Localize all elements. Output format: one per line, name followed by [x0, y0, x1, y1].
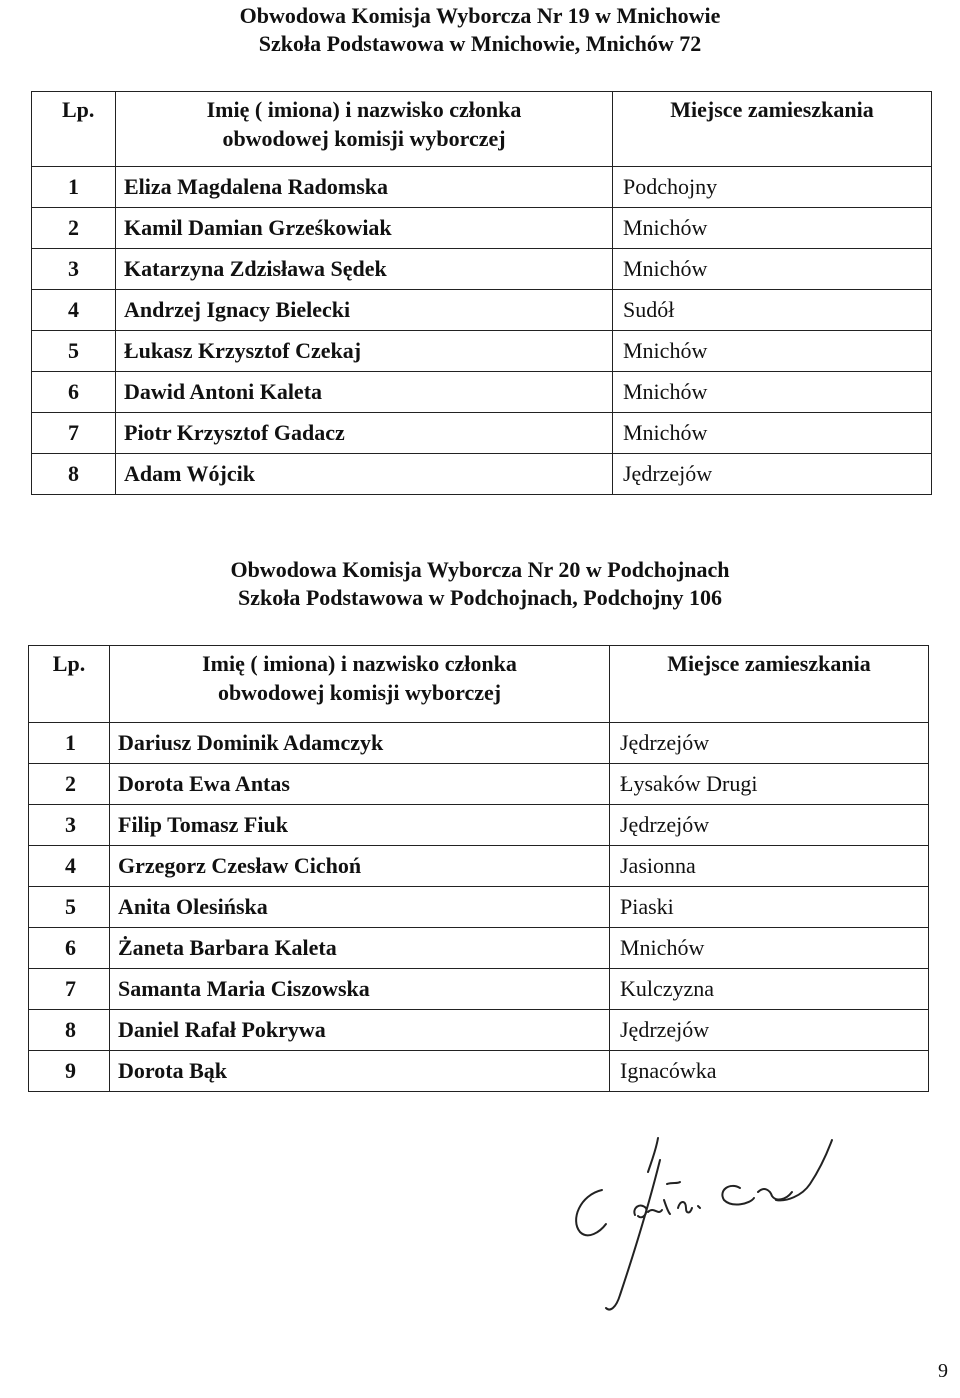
table-row [29, 805, 929, 846]
member-name: Adam Wójcik [116, 454, 613, 495]
table-header-row [32, 92, 932, 167]
table-row [29, 846, 929, 887]
member-name: Kamil Damian Grześkowiak [116, 208, 613, 249]
row-number: 1 [32, 167, 116, 208]
table-row [32, 454, 932, 495]
member-name: Anita Olesińska [110, 887, 610, 928]
row-number: 6 [29, 928, 110, 969]
member-residence: Jędrzejów [610, 723, 929, 764]
table-row [29, 723, 929, 764]
member-residence: Mnichów [613, 372, 932, 413]
commission-20-title: Obwodowa Komisja Wyborcza Nr 20 w Podchojnach [230, 557, 730, 582]
handwritten-signature [540, 1120, 870, 1320]
member-name-header-line1: Imię ( imiona) i nazwisko członka [206, 97, 522, 122]
row-number: 2 [29, 764, 110, 805]
lp-header: Lp. [29, 646, 110, 723]
member-residence: Kulczyzna [610, 969, 929, 1010]
table-row [32, 413, 932, 454]
row-number: 7 [29, 969, 110, 1010]
member-residence: Podchojny [613, 167, 932, 208]
commission-20-address: Szkoła Podstawowa w Podchojnach, Podchojny 106 [237, 584, 723, 610]
table-row [29, 887, 929, 928]
member-residence: Jasionna [610, 846, 929, 887]
member-residence: Mnichów [613, 331, 932, 372]
member-residence: Łysaków Drugi [610, 764, 929, 805]
member-residence: Jędrzejów [610, 1010, 929, 1051]
table-row [29, 1010, 929, 1051]
member-name: Żaneta Barbara Kaleta [110, 928, 610, 969]
row-number: 5 [32, 331, 116, 372]
table-row [29, 1051, 929, 1092]
row-number: 4 [32, 290, 116, 331]
row-number: 8 [32, 454, 116, 495]
member-residence: Mnichów [613, 413, 932, 454]
row-number: 1 [29, 723, 110, 764]
table-row [29, 928, 929, 969]
row-number: 9 [29, 1051, 110, 1092]
table-row [32, 290, 932, 331]
commission-19-title: Obwodowa Komisja Wyborcza Nr 19 w Mnichowie [239, 3, 721, 28]
table-row [29, 969, 929, 1010]
residence-header: Miejsce zamieszkania [610, 646, 929, 723]
commission-20-heading [110, 556, 850, 611]
member-residence: Jędrzejów [610, 805, 929, 846]
table-row [32, 249, 932, 290]
row-number: 6 [32, 372, 116, 413]
member-residence: Ignacówka [610, 1051, 929, 1092]
member-name: Dawid Antoni Kaleta [116, 372, 613, 413]
row-number: 3 [29, 805, 110, 846]
member-residence: Piaski [610, 887, 929, 928]
member-name-header [110, 646, 610, 723]
member-name: Dorota Bąk [110, 1051, 610, 1092]
residence-header: Miejsce zamieszkania [613, 92, 932, 167]
member-name-header-line2: obwodowej komisji wyborczej [222, 125, 506, 151]
member-residence: Mnichów [613, 208, 932, 249]
member-name: Katarzyna Zdzisława Sędek [116, 249, 613, 290]
member-name: Daniel Rafał Pokrywa [110, 1010, 610, 1051]
page-number: 9 [938, 1360, 948, 1382]
member-name: Łukasz Krzysztof Czekaj [116, 331, 613, 372]
member-name: Grzegorz Czesław Cichoń [110, 846, 610, 887]
row-number: 7 [32, 413, 116, 454]
member-name: Filip Tomasz Fiuk [110, 805, 610, 846]
member-name-header-line1: Imię ( imiona) i nazwisko członka [202, 651, 517, 676]
table-row [32, 208, 932, 249]
table-row [32, 331, 932, 372]
member-name: Dariusz Dominik Adamczyk [110, 723, 610, 764]
lp-header: Lp. [32, 92, 116, 167]
member-name: Andrzej Ignacy Bielecki [116, 290, 613, 331]
commission-19-address: Szkoła Podstawowa w Mnichowie, Mnichów 72 [258, 30, 702, 56]
member-name-header-line2: obwodowej komisji wyborczej [217, 679, 502, 705]
commission-20-members-table [28, 645, 929, 1092]
row-number: 5 [29, 887, 110, 928]
table-row [32, 372, 932, 413]
row-number: 3 [32, 249, 116, 290]
commission-19-members-table [31, 91, 932, 495]
member-residence: Mnichów [613, 249, 932, 290]
member-name: Dorota Ewa Antas [110, 764, 610, 805]
commission-19-heading [110, 2, 850, 57]
member-name-header [116, 92, 613, 167]
member-residence: Jędrzejów [613, 454, 932, 495]
member-name: Piotr Krzysztof Gadacz [116, 413, 613, 454]
table-row [29, 764, 929, 805]
row-number: 4 [29, 846, 110, 887]
row-number: 2 [32, 208, 116, 249]
table-row [32, 167, 932, 208]
table-header-row [29, 646, 929, 723]
row-number: 8 [29, 1010, 110, 1051]
member-residence: Mnichów [610, 928, 929, 969]
member-residence: Sudół [613, 290, 932, 331]
member-name: Eliza Magdalena Radomska [116, 167, 613, 208]
member-name: Samanta Maria Ciszowska [110, 969, 610, 1010]
